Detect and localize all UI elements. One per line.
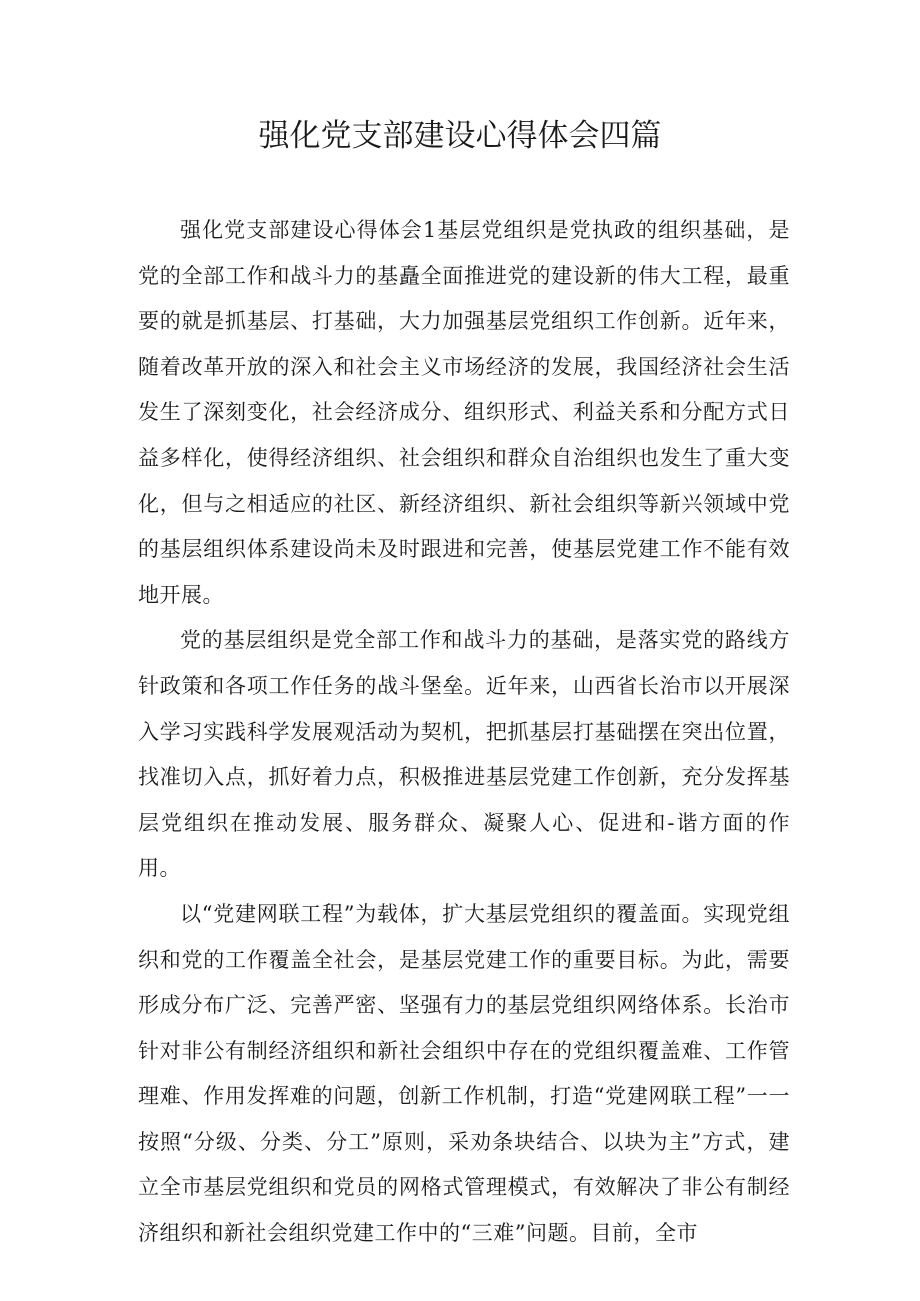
document-title: 强化党支部建设心得体会四篇 [258, 118, 662, 154]
paragraph-3: 以“党建网联工程”为载体，扩大基层党组织的覆盖面。实现党组织和党的工作覆盖全社会，是基层党建工作的重要目标。为此，需要形成分布广泛、完善严密、坚强有力的基层党组织网络体系。长治市针对非公有制经济组织和新社会组织中存在的党组织覆盖难、工作管理难、作用发挥难的问题，创新工作机制，打造“党建网联工程”一一按照“分级、分类、分工”原则，采劝条块结合、以块为主”方式，建立全市基层党组织和党员的网格式管理模式，有效解决了非公有制经济组织和新社会组织党建工作中的“三难”问题。目前，全市 [138, 901, 790, 1246]
paragraph-1: 强化党支部建设心得体会1基层党组织是党执政的组织基础，是党的全部工作和战斗力的基矗全面推进党的建设新的伟大工程，最重要的就是抓基层、打基础，大力加强基层党组织工作创新。近年来，随着改革开放的深入和社会主义市场经济的发展，我国经济社会生活发生了深刻变化，社会经济成分、组织形式、利益关系和分配方式日益多样化，使得经济组织、社会组织和群众自治组织也发生了重大变化，但与之相适应的社区、新经济组织、新社会组织等新兴领域中党的基层组织体系建设尚未及时跟进和完善，使基层党建工作不能有效地开展。 [138, 218, 790, 607]
document-body [138, 208, 790, 1257]
paragraph-2: 党的基层组织是党全部工作和战斗力的基础，是落实党的路线方针政策和各项工作任务的战斗堡垒。近年来，山西省长治市以开展深入学习实践科学发展观活动为契机，把抓基层打基础摆在突出位置，找准切入点，抓好着力点，积极推进基层党建工作创新，充分发挥基层党组织在推动发展、服务群众、凝聚人心、促进和-谐方面的作用。 [138, 628, 790, 881]
